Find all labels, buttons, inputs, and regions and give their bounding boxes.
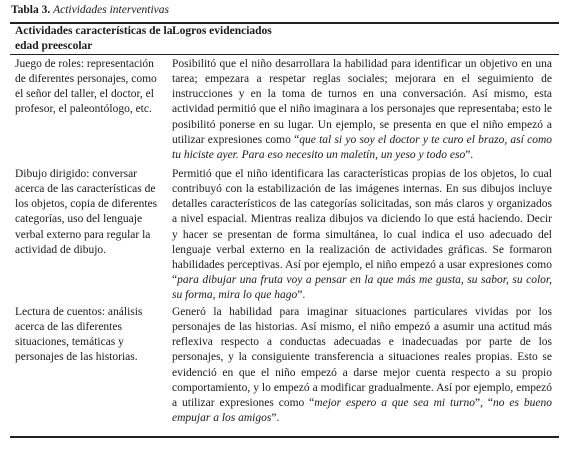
row-3-text-mid: ”, “	[474, 396, 493, 409]
table-bottom-rule	[10, 436, 559, 438]
table-label: Tabla 3.	[11, 4, 51, 16]
table-title: Actividades interventivas	[53, 4, 170, 16]
row-3-quote-2: no es bueno empujar a los amigos	[172, 396, 553, 425]
row-2-text-end: ”.	[297, 289, 306, 302]
row-3-text-end: ”.	[271, 412, 280, 425]
row-1-quote: que tal si yo soy el doctor y te curo el brazo, así como tu hiciste ayer. Para eso necesito un maletín, un yeso y todo eso	[172, 133, 553, 161]
row-3-quote-1: mejor espero a que sea mi turno	[314, 396, 475, 409]
row-1-text-end: ”.	[465, 148, 474, 161]
table-caption	[11, 3, 169, 17]
row-2-achievement-text: Permitió que el niño identificara las características propias de los objetos, lo cual contribuyó con la estabilización de las imágenes internas. En sus dibujos incluye detalles característicos de las categorías solicitadas, son más claros y organizados a nivel espacial. Mientras realiza dibujos va diciendo lo que está haciendo. Decir y hacer se presentan de forma simultánea, lo cual indica el uso adecuado del lenguaje verbal externo en la realización de actividades gráficas. Se formaron habilidades perceptivas. Así por ejemplo, el niño empezó a usar expresiones como “	[172, 168, 552, 287]
column-header-achievements: Logros evidenciados	[172, 25, 272, 37]
row-2-activity: Dibujo dirigido: conversar acerca de las características de los objetos, copia de diferentes categorías, uso del lenguaje verbal externo para regular la actividad de dibujo.	[15, 168, 158, 256]
row-1-achievement	[172, 57, 552, 163]
column-header-activities: Actividades características de la edad preescolar	[15, 25, 173, 52]
row-3-achievement-text: Generó la habilidad para imaginar situaciones particulares vividas por los personajes de las historias. Así mismo, el niño empezó a asumir una actitud más reflexiva respecto a conductas adecuadas e inadecuadas por parte de los personajes, y la consiguiente transferencia a situaciones reales propias. Esto se evidenció en que el niño empezó a darse mejor cuenta respecto a su propio comportamiento, y lo empezó a modificar gradualmente. Así por ejemplo, empezó a utilizar expresiones como “	[172, 306, 552, 409]
row-2-achievement	[172, 167, 552, 303]
row-1-activity: Juego de roles: representación de diferentes personajes, como el señor del taller, el doctor, el profesor, el paleontólogo, etc.	[15, 58, 157, 116]
row-2-quote: para dibujar una fruta voy a pensar en la que más me gusta, su sabor, su color, su forma, mira lo que hago	[172, 274, 552, 302]
row-1-achievement-text: Posibilitó que el niño desarrollara la habilidad para identificar un objetivo en una tarea; empezara a respetar reglas sociales; mejorara en el seguimiento de instrucciones y en la toma de turnos en una conversación. Así mismo, esta actividad permitió que el niño imaginara a los personajes que representaba; esto le posibilitó ponerse en su lugar. Un ejemplo, se presenta en que el niño empezó a utilizar expresiones como “	[172, 58, 552, 146]
row-3-activity: Lectura de cuentos: análisis acerca de las diferentes situaciones, temáticas y personajes de las historias.	[15, 306, 143, 364]
row-3-achievement	[172, 305, 552, 426]
table-header-rule	[10, 54, 559, 55]
